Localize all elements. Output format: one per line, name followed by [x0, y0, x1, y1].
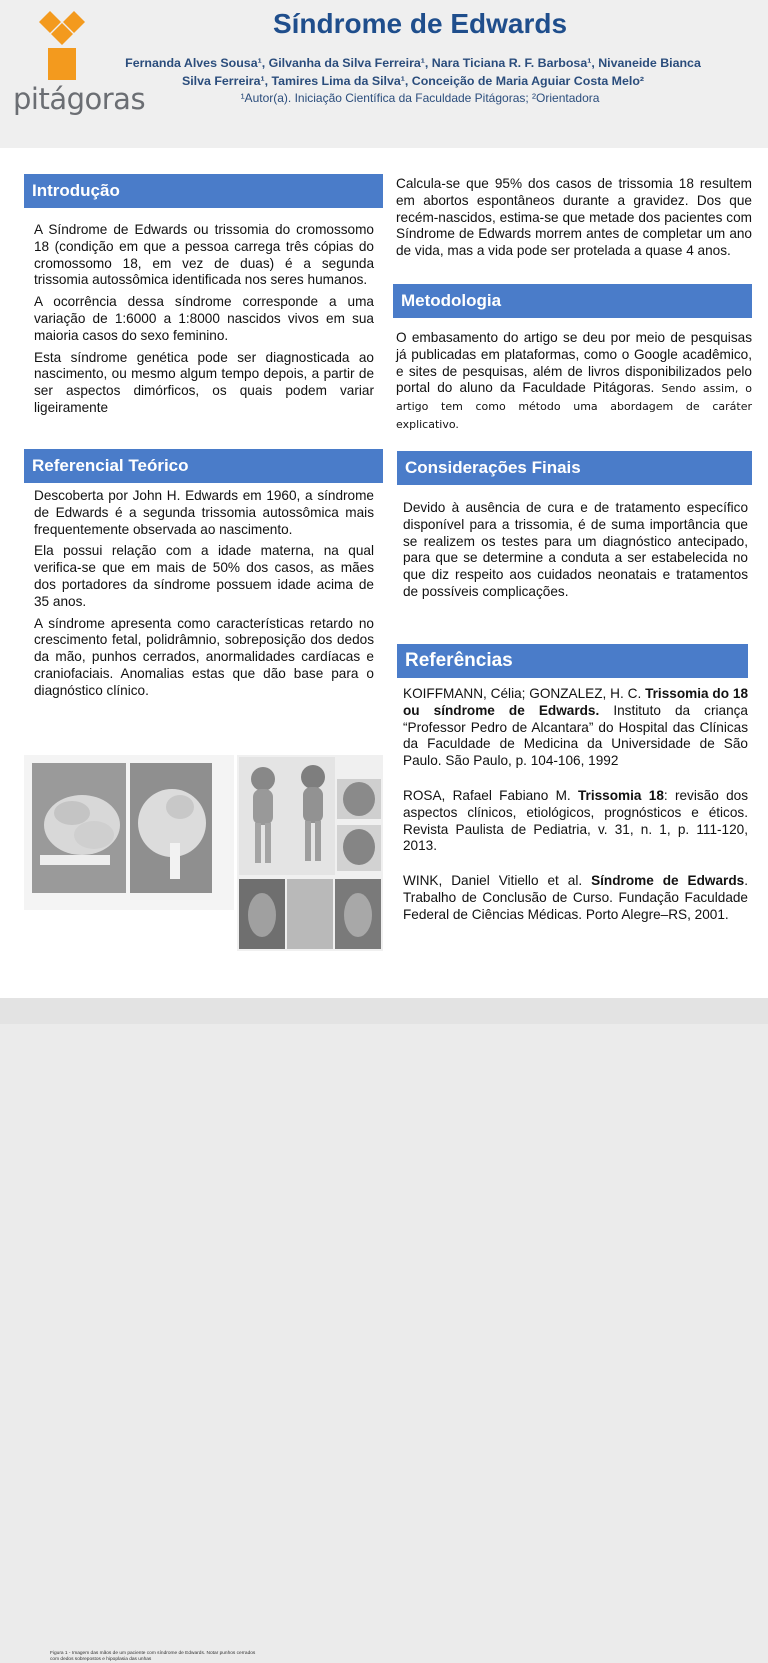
section-heading-referencial: Referencial Teórico	[24, 449, 383, 483]
intro-paragraph-3: Esta síndrome genética pode ser diagnosticada ao nascimento, ou mesmo algum tempo depois, a partir de ser aspectos dimórficos, os quais podem variar ligeiramente	[34, 349, 374, 415]
metodologia-main: O embasamento do artigo se deu por meio de pesquisas já publicadas em plataformas, como o Google acadêmico, e sites de pesquisas, além de livros disponibilizados pelo portal do aluno da Faculdade Pitágoras.	[396, 330, 752, 396]
section-heading-referencias: Referências	[397, 644, 748, 678]
ref3-authors: WINK, Daniel Vitiello et al.	[403, 873, 592, 889]
ref1-details: Instituto da criança “Professor Pedro de Alcantara” do Hospital das Clínicas da Faculdade de Medicina da Universidade de São Paulo. São Paulo, p. 104-106, 1992	[403, 702, 748, 769]
authors-line-2: Silva Ferreira¹, Tamires Lima da Silva¹, Conceição de Maria Aguiar Costa Melo²	[181, 74, 645, 88]
ref3-title: Síndrome de Edwards	[591, 873, 745, 889]
calc-paragraph: Calcula-se que 95% dos casos de trissomia 18 resultem em abortos espontâneos durante a gravidez. Dos que recém-nascidos, estima-se que metade dos pacientes com Síndrome de Edwards morrem antes de completar um ano de vida, mas a vida pode ser protelada a quase 4 anos.	[396, 176, 752, 259]
figure-hands	[24, 755, 256, 1662]
referencial-paragraph-1: Descoberta por John H. Edwards em 1960, a síndrome de Edwards é a segunda trissomia autossômica mais frequentemente observada ao nascimento.	[34, 488, 374, 537]
ref2-details: : revisão dos aspectos clínicos, etiológicos, prognósticos e éticos. Revista Paulista de Pediatria, v. 31, n. 1, p. 111-120, 2013.	[403, 787, 748, 854]
ref2-authors: ROSA, Rafael Fabiano M.	[403, 787, 578, 803]
poster-title: Síndrome de Edwards	[272, 8, 568, 39]
ref2-title: Trissomia 18	[578, 787, 664, 803]
fingers-photo-icon	[130, 763, 212, 893]
clinical-photos-icon	[237, 755, 383, 951]
consideracoes-text	[403, 500, 748, 606]
figure-caption: Figura 1 - Imagem das mãos de um paciente com síndrome de Edwards. Notar punhos cerrados com dedos sobrepostos e hipoplasia das unhas	[50, 1651, 256, 1662]
section-heading-introducao: Introdução	[24, 174, 383, 208]
metodologia-small: Sendo assim, o artigo tem como método uma abordagem de caráter explicativo.	[396, 382, 752, 431]
ref1-title: Trissomia do 18 ou síndrome de Edwards.	[403, 686, 748, 718]
referencial-paragraph-2: Ela possui relação com a idade materna, na qual verifica-se que em mais de 50% dos casos, as mães dos portadores da síndrome possuem idade acima de 35 anos.	[34, 543, 374, 609]
photo-clinical-features	[237, 755, 383, 951]
logo-wordmark: pitágoras	[13, 82, 146, 116]
footer-band	[0, 998, 768, 1024]
authors-line-1: Fernanda Alves Sousa¹, Gilvanha da Silva Ferreira¹, Nara Ticiana R. F. Barbosa¹, Nivaneide Bianca	[125, 56, 701, 70]
metodologia-text	[396, 330, 752, 439]
section-heading-metodologia: Metodologia	[393, 284, 752, 318]
affiliation: ¹Autor(a). Iniciação Científica da Faculdade Pitágoras; ²Orientadora	[240, 91, 600, 105]
photo-clenched-hand	[32, 763, 126, 893]
ref1-authors: KOIFFMANN, Célia; GONZALEZ, H. C.	[403, 686, 646, 701]
section-heading-consideracoes: Considerações Finais	[397, 451, 752, 485]
metodologia-paragraph	[396, 330, 752, 434]
referencial-text	[34, 488, 374, 705]
referencias-list	[403, 686, 748, 942]
calc-text	[396, 176, 752, 265]
hand-photo-icon	[32, 763, 126, 893]
consideracoes-paragraph: Devido à ausência de cura e de tratamento específico disponível para a trissomia, é de suma importância que se realizem os testes para um diagnóstico antecipado, para que se determine a conduta a ser estabelecida no que diz respeito aos cuidados neonatais e tratamentos de possíveis complicações.	[403, 500, 748, 599]
author-list	[118, 54, 708, 90]
intro-text	[34, 222, 374, 422]
intro-paragraph-1: A Síndrome de Edwards ou trissomia do cromossomo 18 (condição em que a pessoa carrega três cópias do cromossomo 18, em vez de duas) é a segunda trissomia autossômica identificada nos seres humanos.	[34, 222, 374, 288]
intro-paragraph-2: A ocorrência dessa síndrome corresponde a uma variação de 1:6000 a 1:8000 nascidos vivos em sua maioria casos do sexo feminino.	[34, 294, 374, 343]
poster-header	[0, 0, 768, 148]
referencial-paragraph-3: A síndrome apresenta como características retardo no crescimento fetal, polidrâmnio, sobreposição dos dedos da mão, punhos cerrados, anormalidades cardíacas e craniofaciais. Anomalias estas que dão base para o diagnóstico clínico.	[34, 615, 374, 698]
ref3-details: . Trabalho de Conclusão de Curso. Fundação Faculdade Federal de Ciências Médicas. Porto Alegre–RS, 2001.	[403, 873, 748, 922]
reference-item-1	[403, 686, 748, 770]
reference-item-3	[403, 873, 748, 923]
photo-overlapping-fingers	[130, 763, 212, 893]
reference-item-2	[403, 788, 748, 855]
